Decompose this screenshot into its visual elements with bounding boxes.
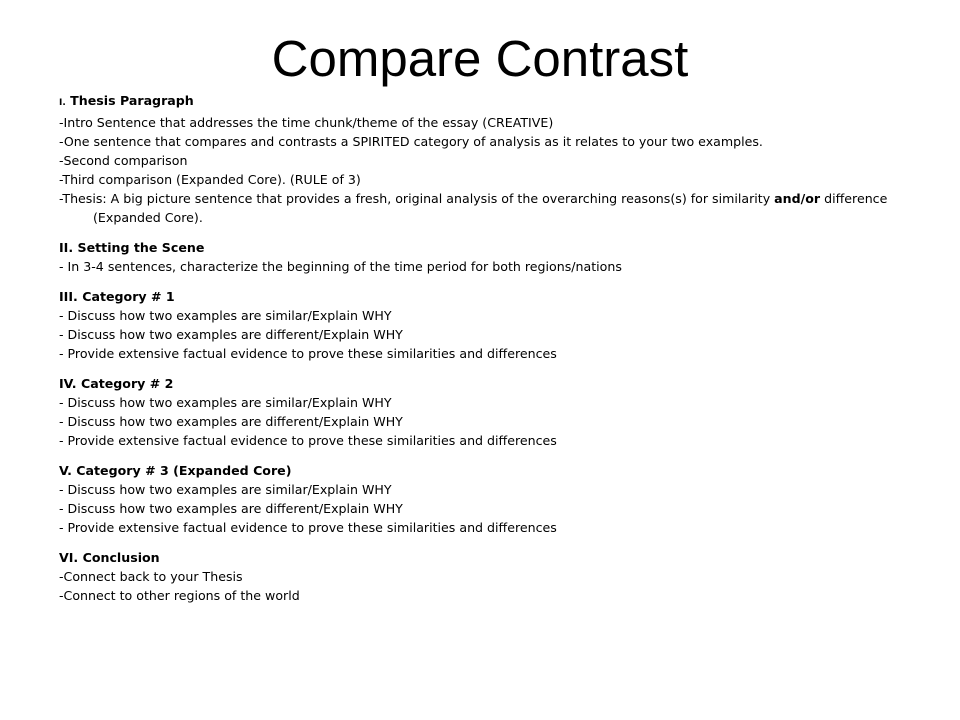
outline-line: - Discuss how two examples are similar/Explain WHY — [59, 395, 392, 410]
outline-line: -One sentence that compares and contrasts a SPIRITED category of analysis as it relates to your two examples. — [59, 134, 763, 149]
thesis-text-end: difference (Expanded Core). — [93, 191, 888, 225]
section-category-1 — [59, 287, 919, 363]
outline-line: - Discuss how two examples are different/Explain WHY — [59, 501, 403, 516]
outline-line: -Connect back to your Thesis — [59, 569, 243, 584]
section-thesis-paragraph — [59, 91, 919, 227]
section-heading: III. Category # 1 — [59, 289, 175, 304]
thesis-text-start: -Thesis: A big picture sentence that provides a fresh, original analysis of the overarching reasons(s) for similarity — [59, 191, 775, 206]
outline-line: - Provide extensive factual evidence to prove these similarities and differences — [59, 346, 557, 361]
outline-line: - Discuss how two examples are similar/Explain WHY — [59, 482, 392, 497]
thesis-text-emphasis: and/or — [774, 191, 821, 206]
slide-title: Compare Contrast — [271, 30, 689, 87]
outline-line: - In 3-4 sentences, characterize the beginning of the time period for both regions/nations — [59, 259, 622, 274]
section-heading: V. Category # 3 (Expanded Core) — [59, 463, 292, 478]
slide-body — [59, 91, 919, 605]
section-heading: IV. Category # 2 — [59, 376, 174, 391]
section-heading: II. Setting the Scene — [59, 240, 205, 255]
section-heading: VI. Conclusion — [59, 550, 160, 565]
thesis-line — [59, 189, 919, 227]
outline-line: -Intro Sentence that addresses the time chunk/theme of the essay (CREATIVE) — [59, 115, 554, 130]
outline-line: -Connect to other regions of the world — [59, 588, 300, 603]
outline-line: - Discuss how two examples are different/Explain WHY — [59, 327, 403, 342]
section-heading-text: Thesis Paragraph — [70, 93, 194, 108]
outline-line: - Discuss how two examples are similar/Explain WHY — [59, 308, 392, 323]
section-heading — [59, 91, 919, 113]
outline-line: - Provide extensive factual evidence to prove these similarities and differences — [59, 433, 557, 448]
section-category-2 — [59, 374, 919, 450]
section-setting-the-scene — [59, 238, 919, 276]
section-numeral: I. — [59, 98, 66, 108]
section-category-3 — [59, 461, 919, 537]
section-conclusion — [59, 548, 919, 605]
outline-line: - Provide extensive factual evidence to prove these similarities and differences — [59, 520, 557, 535]
outline-line: -Third comparison (Expanded Core). (RULE of 3) — [59, 172, 361, 187]
outline-line: - Discuss how two examples are different/Explain WHY — [59, 414, 403, 429]
outline-line: -Second comparison — [59, 153, 188, 168]
